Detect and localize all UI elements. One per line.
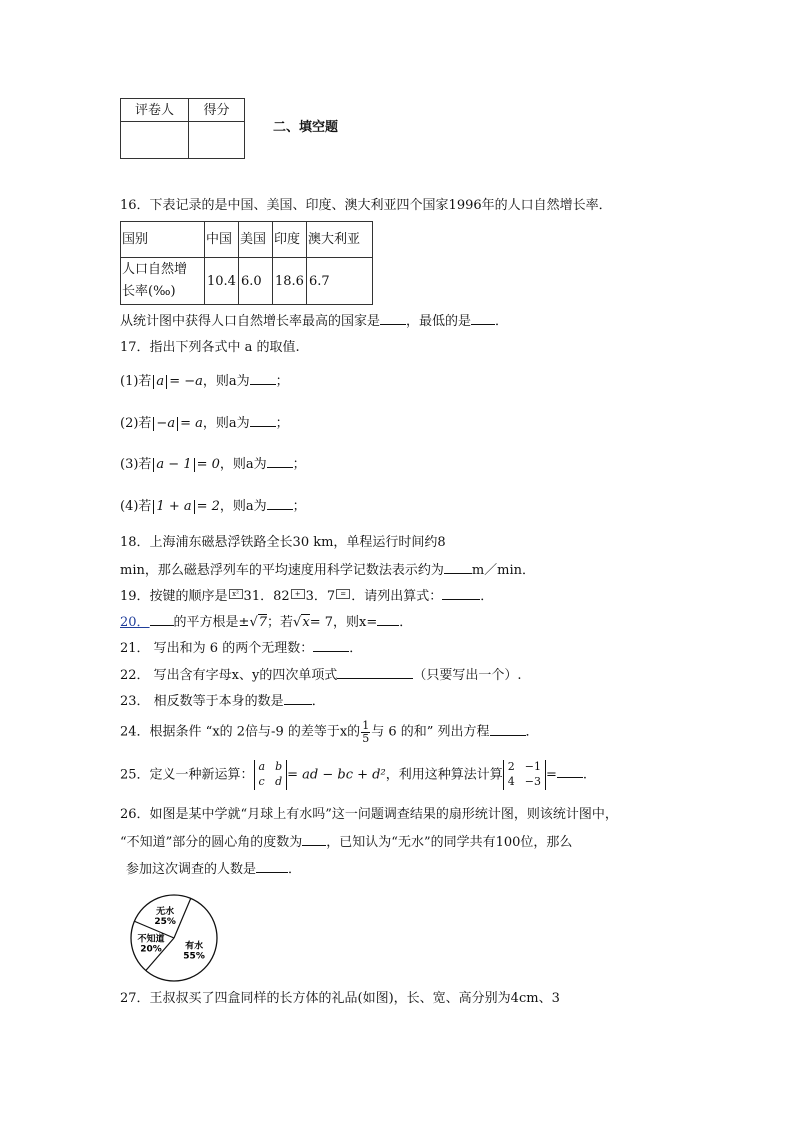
square-key-icon: x² bbox=[229, 589, 243, 599]
det-cell: −1 bbox=[524, 760, 541, 773]
q16-blank-highest[interactable] bbox=[380, 314, 406, 325]
q17-item-1-expr: a bbox=[156, 374, 165, 389]
q23-a: 23． 相反数等于本身的数是 bbox=[120, 694, 284, 709]
q26-line3-a: 参加这次调查的人数是 bbox=[126, 862, 257, 877]
pie-slice-label: 不知道 bbox=[137, 934, 165, 945]
q19-d: ．请列出算式： bbox=[351, 589, 443, 604]
q24-line bbox=[120, 720, 539, 744]
q26-line2 bbox=[120, 835, 572, 849]
sqrt-icon: √ bbox=[293, 615, 302, 630]
q16-blank-lowest[interactable] bbox=[471, 314, 495, 325]
pie-chart bbox=[118, 893, 228, 983]
q17-item-3-rhs: = 0 bbox=[196, 457, 220, 472]
q18-line2 bbox=[120, 563, 535, 577]
q25-b: ，利用这种算法计算 bbox=[385, 767, 503, 783]
q16-header-india: 印度 bbox=[273, 222, 307, 258]
q19-a: 19．按键的顺序是 bbox=[120, 589, 228, 604]
q24-blank[interactable] bbox=[490, 725, 526, 736]
pie-slice-value: 25% bbox=[154, 917, 176, 928]
q21-blank[interactable] bbox=[313, 641, 349, 652]
q16-value-australia: 6.7 bbox=[307, 258, 373, 305]
q17-item-1-end: ； bbox=[275, 374, 289, 389]
q24-frac-den: 5 bbox=[362, 731, 370, 745]
q16-question-b: ，最低的是 bbox=[406, 314, 472, 329]
q18-line1: 18．上海浦东磁悬浮铁路全长30 km，单程运行时间约8 bbox=[120, 535, 446, 550]
det-cell: b bbox=[275, 760, 283, 773]
q25-c: = bbox=[545, 767, 557, 783]
q26-line1: 26．如图是某中学就“月球上有水吗”这一问题调查结果的扇形统计图，则该统计图中， bbox=[120, 807, 618, 822]
q17-item-4-expr: 1 + a bbox=[156, 499, 192, 514]
q19-b: 31．82 bbox=[243, 589, 290, 604]
q21-line bbox=[120, 641, 362, 655]
det-cell: 2 bbox=[507, 760, 515, 773]
q22-b: （只要写出一个）. bbox=[413, 668, 522, 683]
q26-blank-angle[interactable] bbox=[302, 835, 326, 846]
q17-item-1 bbox=[120, 374, 289, 389]
q25-def-rhs: = ad − bc + d² bbox=[287, 767, 386, 783]
q21-b: ． bbox=[349, 641, 363, 656]
pie-slice-value: 20% bbox=[140, 944, 162, 955]
q17-item-3-tail: ，则a为 bbox=[219, 457, 267, 472]
q16-value-usa: 6.0 bbox=[239, 258, 273, 305]
q25-a: 25．定义一种新运算： bbox=[120, 767, 254, 783]
q26-line2-b: ，已知认为“无水”的同学共有100位，那么 bbox=[326, 835, 573, 850]
q16-value-india: 18.6 bbox=[273, 258, 307, 305]
q17-item-4-blank[interactable] bbox=[267, 499, 293, 510]
q24-fraction bbox=[361, 720, 370, 744]
det-cell: a bbox=[258, 760, 266, 773]
q20-a: 的平方根是± bbox=[173, 615, 250, 630]
q17-item-2-blank[interactable] bbox=[250, 416, 276, 427]
q17-item-4-prefix: (4)若 bbox=[120, 499, 152, 514]
det-cell: d bbox=[275, 774, 283, 788]
plus-key-icon: + bbox=[291, 589, 305, 599]
q17-item-1-prefix: (1)若 bbox=[120, 374, 152, 389]
q16-header-china: 中国 bbox=[205, 222, 239, 258]
q17-item-2 bbox=[120, 416, 289, 431]
score-cell[interactable] bbox=[189, 122, 245, 159]
q22-blank[interactable] bbox=[337, 668, 413, 679]
sqrt-icon: √ bbox=[249, 615, 258, 630]
q16-question-a: 从统计图中获得人口自然增长率最高的国家是 bbox=[120, 314, 381, 329]
pie-slice-value: 55% bbox=[183, 951, 205, 962]
q20-c: = 7，则x= bbox=[309, 615, 378, 630]
q27-line1: 27．王叔叔买了四盒同样的长方体的礼品(如图)，长、宽、高分别为4cm、3 bbox=[120, 991, 560, 1006]
q22-a: 22． 写出含有字母x、y的四次单项式 bbox=[120, 668, 338, 683]
q16-question bbox=[120, 314, 508, 328]
q25-d: . bbox=[582, 767, 587, 783]
q20-blank-1[interactable] bbox=[150, 615, 174, 626]
q20-number: 20． bbox=[120, 615, 150, 630]
q19-line bbox=[120, 589, 493, 603]
det-cell: c bbox=[258, 774, 265, 788]
det-cell: 4 bbox=[507, 774, 515, 788]
q18-line2-b: m／min． bbox=[471, 563, 536, 578]
q26-line3 bbox=[126, 862, 301, 876]
q17-item-1-blank[interactable] bbox=[250, 374, 276, 385]
q19-c: 3．7 bbox=[305, 589, 336, 604]
q19-e: ． bbox=[480, 589, 494, 604]
q16-header-australia: 澳大利亚 bbox=[307, 222, 373, 258]
q20-sqrt-1: 7 bbox=[258, 615, 268, 630]
section-title: 二、填空题 bbox=[273, 120, 339, 135]
q18-blank[interactable] bbox=[444, 563, 472, 574]
q24-b: 与 6 的和” 列出方程 bbox=[371, 724, 490, 740]
q17-item-1-rhs: = −a bbox=[169, 374, 203, 389]
q20-sqrt-2: x bbox=[302, 615, 310, 630]
q17-item-4-rhs: = 2 bbox=[196, 499, 220, 514]
q16-row-label bbox=[121, 258, 205, 305]
q18-line2-a: min，那么磁悬浮列车的平均速度用科学记数法表示约为 bbox=[120, 563, 444, 578]
q17-item-4-tail: ，则a为 bbox=[219, 499, 267, 514]
q16-value-china: 10.4 bbox=[205, 258, 239, 305]
q16-stem: 16．下表记录的是中国、美国、印度、澳大利亚四个国家1996年的人口自然增长率． bbox=[120, 198, 612, 213]
q23-blank[interactable] bbox=[284, 694, 312, 705]
det-cell: −3 bbox=[524, 774, 541, 788]
q17-item-4-end: ； bbox=[292, 499, 306, 514]
q17-item-1-tail: ，则a为 bbox=[202, 374, 250, 389]
q26-blank-count[interactable] bbox=[256, 862, 288, 873]
q17-item-2-expr: −a bbox=[156, 416, 176, 431]
scorer-header: 评卷人 bbox=[121, 99, 189, 122]
pie-slice-label: 有水 bbox=[185, 941, 204, 952]
q16-header-country: 国别 bbox=[121, 222, 205, 258]
equals-key-icon: = bbox=[336, 589, 350, 599]
q25-def-determinant bbox=[254, 760, 288, 790]
q22-line bbox=[120, 668, 522, 682]
scorer-cell[interactable] bbox=[121, 122, 189, 159]
q26-line3-b: ． bbox=[288, 862, 302, 877]
q17-item-2-end: ； bbox=[275, 416, 289, 431]
pie-slice-label: 无水 bbox=[156, 907, 175, 918]
score-header: 得分 bbox=[189, 99, 245, 122]
q20-d: ． bbox=[399, 615, 413, 630]
q25-blank[interactable] bbox=[557, 767, 583, 778]
q17-item-3-blank[interactable] bbox=[267, 457, 293, 468]
q23-line bbox=[120, 694, 325, 708]
q20-b: ；若 bbox=[267, 615, 294, 630]
q16-question-end: ． bbox=[495, 314, 509, 329]
scorer-table bbox=[120, 98, 245, 159]
q17-item-2-tail: ，则a为 bbox=[202, 416, 250, 431]
q17-item-3-end: ； bbox=[292, 457, 306, 472]
q23-b: ． bbox=[311, 694, 325, 709]
q24-frac-num: 1 bbox=[362, 719, 370, 732]
q20-blank-2[interactable] bbox=[377, 615, 399, 626]
q17-stem: 17．指出下列各式中 a 的取值. bbox=[120, 340, 300, 355]
q17-item-2-rhs: = a bbox=[180, 416, 203, 431]
q17-item-4 bbox=[120, 499, 306, 514]
q16-table bbox=[120, 221, 373, 305]
q24-a: 24．根据条件 “x的 2倍与-9 的差等于x的 bbox=[120, 724, 361, 740]
q16-row-label-line1: 人口自然增 bbox=[122, 261, 188, 277]
q25-calc-determinant bbox=[503, 760, 546, 790]
q17-item-3 bbox=[120, 457, 306, 472]
q20-line bbox=[120, 615, 412, 629]
q17-item-3-prefix: (3)若 bbox=[120, 457, 152, 472]
q24-c: ． bbox=[525, 724, 539, 740]
q21-a: 21． 写出和为 6 的两个无理数： bbox=[120, 641, 314, 656]
q26-line2-a: “不知道”部分的圆心角的度数为 bbox=[120, 835, 303, 850]
q25-line bbox=[120, 760, 587, 790]
q16-row-label-line2: 长率(‰) bbox=[122, 284, 176, 299]
q16-header-usa: 美国 bbox=[239, 222, 273, 258]
q17-item-2-prefix: (2)若 bbox=[120, 416, 152, 431]
q19-blank[interactable] bbox=[442, 589, 480, 600]
q17-item-3-expr: a − 1 bbox=[156, 457, 192, 472]
